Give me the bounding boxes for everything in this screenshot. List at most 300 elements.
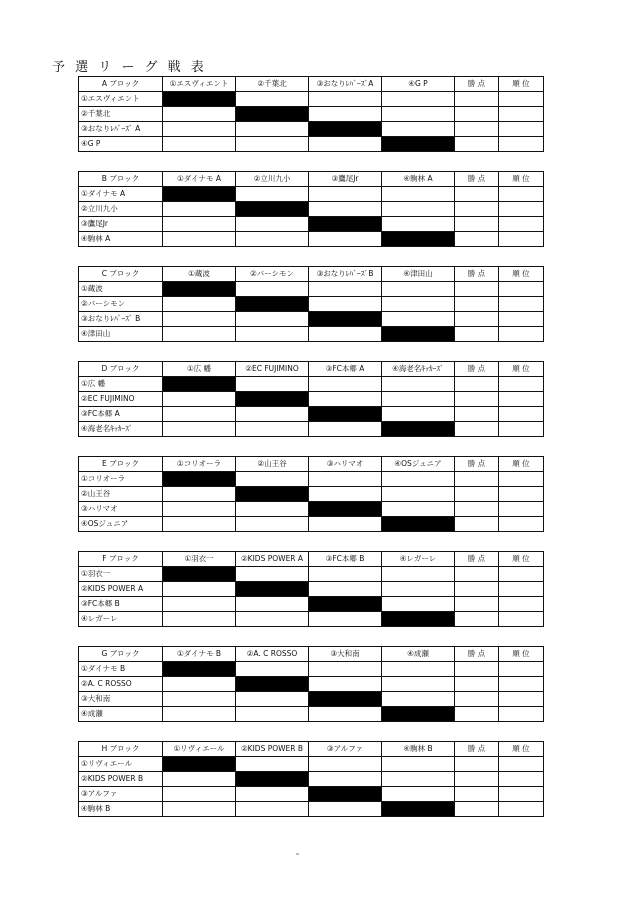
rank-header: 順 位	[499, 267, 544, 282]
result-cell[interactable]	[309, 187, 382, 202]
result-cell[interactable]	[163, 217, 236, 232]
result-cell[interactable]	[309, 582, 382, 597]
table-row	[79, 327, 544, 342]
self-match-cell	[382, 327, 455, 342]
table-row	[79, 612, 544, 627]
league-table-block-a	[78, 76, 544, 152]
result-cell[interactable]	[163, 107, 236, 122]
self-match-cell	[382, 517, 455, 532]
result-cell[interactable]	[309, 802, 382, 817]
row-team-name: ①広 幡	[79, 377, 163, 392]
rank-cell[interactable]	[499, 122, 544, 137]
team-header: ③アルファ	[309, 742, 382, 757]
row-team-name: ③FC本郷 A	[79, 407, 163, 422]
points-cell[interactable]	[455, 122, 499, 137]
rank-cell[interactable]	[499, 707, 544, 722]
header-row	[79, 647, 544, 662]
points-cell[interactable]	[455, 692, 499, 707]
result-cell[interactable]	[309, 107, 382, 122]
result-cell[interactable]	[236, 757, 309, 772]
team-header: ②A. C ROSSO	[236, 647, 309, 662]
rank-cell[interactable]	[499, 282, 544, 297]
result-cell[interactable]	[382, 772, 455, 787]
team-header: ①蔵波	[163, 267, 236, 282]
points-cell[interactable]	[455, 297, 499, 312]
result-cell[interactable]	[236, 407, 309, 422]
row-team-name: ③大和南	[79, 692, 163, 707]
table-row	[79, 122, 544, 137]
self-match-cell	[236, 392, 309, 407]
result-cell[interactable]	[382, 202, 455, 217]
self-match-cell	[236, 487, 309, 502]
result-cell[interactable]	[382, 282, 455, 297]
result-cell[interactable]	[309, 567, 382, 582]
self-match-cell	[309, 122, 382, 137]
team-header: ③大和南	[309, 647, 382, 662]
rank-cell[interactable]	[499, 692, 544, 707]
points-header: 勝 点	[455, 77, 499, 92]
row-team-name: ③アルファ	[79, 787, 163, 802]
team-header: ②KIDS POWER B	[236, 742, 309, 757]
rank-header: 順 位	[499, 457, 544, 472]
result-cell[interactable]	[382, 297, 455, 312]
team-header: ②立川九小	[236, 172, 309, 187]
result-cell[interactable]	[382, 187, 455, 202]
table-row	[79, 487, 544, 502]
row-team-name: ④OSジュニア	[79, 517, 163, 532]
result-cell[interactable]	[163, 202, 236, 217]
header-row	[79, 457, 544, 472]
result-cell[interactable]	[163, 137, 236, 152]
self-match-cell	[382, 707, 455, 722]
rank-cell[interactable]	[499, 217, 544, 232]
self-match-cell	[163, 92, 236, 107]
result-cell[interactable]	[236, 567, 309, 582]
result-cell[interactable]	[382, 487, 455, 502]
result-cell[interactable]	[309, 677, 382, 692]
result-cell[interactable]	[236, 187, 309, 202]
table-row	[79, 662, 544, 677]
points-cell[interactable]	[455, 787, 499, 802]
self-match-cell	[382, 422, 455, 437]
points-header: 勝 点	[455, 267, 499, 282]
team-header: ②EC FUJIMINO	[236, 362, 309, 377]
table-row	[79, 282, 544, 297]
team-header: ①リヴィエール	[163, 742, 236, 757]
block-name: C ブロック	[79, 267, 163, 282]
result-cell[interactable]	[309, 282, 382, 297]
points-cell[interactable]	[455, 472, 499, 487]
result-cell[interactable]	[382, 677, 455, 692]
block-name: D ブロック	[79, 362, 163, 377]
row-team-name: ①羽衣一	[79, 567, 163, 582]
rank-cell[interactable]	[499, 487, 544, 502]
rank-cell[interactable]	[499, 772, 544, 787]
result-cell[interactable]	[309, 422, 382, 437]
table-row	[79, 582, 544, 597]
points-cell[interactable]	[455, 407, 499, 422]
row-team-name: ②KIDS POWER A	[79, 582, 163, 597]
table-row	[79, 707, 544, 722]
points-header: 勝 点	[455, 552, 499, 567]
result-cell[interactable]	[163, 677, 236, 692]
result-cell[interactable]	[382, 662, 455, 677]
scan-speck	[296, 853, 299, 855]
table-row	[79, 757, 544, 772]
points-cell[interactable]	[455, 392, 499, 407]
block-name: E ブロック	[79, 457, 163, 472]
self-match-cell	[163, 377, 236, 392]
rank-cell[interactable]	[499, 472, 544, 487]
points-cell[interactable]	[455, 187, 499, 202]
row-team-name: ①ダイナモ B	[79, 662, 163, 677]
points-header: 勝 点	[455, 457, 499, 472]
team-header: ①羽衣一	[163, 552, 236, 567]
table-row	[79, 787, 544, 802]
points-cell[interactable]	[455, 772, 499, 787]
points-cell[interactable]	[455, 502, 499, 517]
points-cell[interactable]	[455, 377, 499, 392]
table-row	[79, 567, 544, 582]
self-match-cell	[309, 312, 382, 327]
rank-cell[interactable]	[499, 407, 544, 422]
points-cell[interactable]	[455, 582, 499, 597]
table-row	[79, 312, 544, 327]
team-header: ④駒林 A	[382, 172, 455, 187]
result-cell[interactable]	[236, 377, 309, 392]
team-header: ①コリオーラ	[163, 457, 236, 472]
row-team-name: ③鷹尾Jr	[79, 217, 163, 232]
result-cell[interactable]	[236, 612, 309, 627]
result-cell[interactable]	[382, 392, 455, 407]
result-cell[interactable]	[382, 787, 455, 802]
result-cell[interactable]	[309, 327, 382, 342]
table-row	[79, 677, 544, 692]
self-match-cell	[236, 107, 309, 122]
rank-cell[interactable]	[499, 92, 544, 107]
points-cell[interactable]	[455, 312, 499, 327]
points-cell[interactable]	[455, 327, 499, 342]
header-row	[79, 362, 544, 377]
rank-cell[interactable]	[499, 202, 544, 217]
points-cell[interactable]	[455, 92, 499, 107]
rank-header: 順 位	[499, 647, 544, 662]
result-cell[interactable]	[382, 312, 455, 327]
team-header: ①エスヴィエント	[163, 77, 236, 92]
table-row	[79, 187, 544, 202]
rank-cell[interactable]	[499, 392, 544, 407]
page-title: 予 選 リ ー グ 戦 表	[52, 60, 207, 75]
result-cell[interactable]	[309, 392, 382, 407]
result-cell[interactable]	[163, 422, 236, 437]
result-cell[interactable]	[236, 472, 309, 487]
result-cell[interactable]	[163, 802, 236, 817]
team-header: ③FC本郷 B	[309, 552, 382, 567]
points-cell[interactable]	[455, 802, 499, 817]
self-match-cell	[163, 187, 236, 202]
table-row	[79, 502, 544, 517]
rank-cell[interactable]	[499, 107, 544, 122]
self-match-cell	[382, 612, 455, 627]
result-cell[interactable]	[236, 137, 309, 152]
result-cell[interactable]	[236, 692, 309, 707]
result-cell[interactable]	[163, 612, 236, 627]
row-team-name: ④レガーレ	[79, 612, 163, 627]
team-header: ④海老名ｷｯｶｰｽﾞ	[382, 362, 455, 377]
self-match-cell	[309, 692, 382, 707]
result-cell[interactable]	[309, 472, 382, 487]
table-row	[79, 597, 544, 612]
table-row	[79, 802, 544, 817]
points-header: 勝 点	[455, 362, 499, 377]
league-table-block-g	[78, 646, 544, 722]
points-cell[interactable]	[455, 707, 499, 722]
result-cell[interactable]	[309, 517, 382, 532]
result-cell[interactable]	[163, 597, 236, 612]
rank-cell[interactable]	[499, 312, 544, 327]
row-team-name: ②バーシモン	[79, 297, 163, 312]
team-header: ④駒林 B	[382, 742, 455, 757]
result-cell[interactable]	[382, 472, 455, 487]
result-cell[interactable]	[236, 707, 309, 722]
rank-cell[interactable]	[499, 232, 544, 247]
result-cell[interactable]	[236, 787, 309, 802]
row-team-name: ④駒林 B	[79, 802, 163, 817]
result-cell[interactable]	[309, 297, 382, 312]
team-header: ③おなりﾚﾊﾞｰｽﾞB	[309, 267, 382, 282]
points-cell[interactable]	[455, 107, 499, 122]
block-name: H ブロック	[79, 742, 163, 757]
points-header: 勝 点	[455, 647, 499, 662]
points-cell[interactable]	[455, 202, 499, 217]
league-blocks	[78, 76, 543, 836]
rank-cell[interactable]	[499, 137, 544, 152]
league-table-block-d	[78, 361, 544, 437]
result-cell[interactable]	[163, 297, 236, 312]
result-cell[interactable]	[163, 772, 236, 787]
result-cell[interactable]	[382, 502, 455, 517]
points-cell[interactable]	[455, 517, 499, 532]
result-cell[interactable]	[382, 757, 455, 772]
result-cell[interactable]	[382, 567, 455, 582]
result-cell[interactable]	[163, 582, 236, 597]
result-cell[interactable]	[163, 692, 236, 707]
team-header: ①広 幡	[163, 362, 236, 377]
result-cell[interactable]	[236, 312, 309, 327]
row-team-name: ④津田山	[79, 327, 163, 342]
row-team-name: ④駒林 A	[79, 232, 163, 247]
rank-cell[interactable]	[499, 802, 544, 817]
self-match-cell	[236, 582, 309, 597]
row-team-name: ①蔵波	[79, 282, 163, 297]
result-cell[interactable]	[382, 692, 455, 707]
result-cell[interactable]	[163, 327, 236, 342]
points-cell[interactable]	[455, 597, 499, 612]
self-match-cell	[163, 567, 236, 582]
result-cell[interactable]	[163, 787, 236, 802]
rank-cell[interactable]	[499, 612, 544, 627]
result-cell[interactable]	[309, 92, 382, 107]
result-cell[interactable]	[382, 107, 455, 122]
rank-cell[interactable]	[499, 297, 544, 312]
table-row	[79, 92, 544, 107]
result-cell[interactable]	[236, 662, 309, 677]
row-team-name: ②KIDS POWER B	[79, 772, 163, 787]
points-cell[interactable]	[455, 217, 499, 232]
table-row	[79, 107, 544, 122]
row-team-name: ②山王谷	[79, 487, 163, 502]
result-cell[interactable]	[382, 217, 455, 232]
result-cell[interactable]	[163, 487, 236, 502]
rank-header: 順 位	[499, 172, 544, 187]
points-cell[interactable]	[455, 662, 499, 677]
result-cell[interactable]	[309, 137, 382, 152]
result-cell[interactable]	[163, 407, 236, 422]
table-row	[79, 217, 544, 232]
self-match-cell	[163, 757, 236, 772]
result-cell[interactable]	[309, 232, 382, 247]
team-header: ④レガーレ	[382, 552, 455, 567]
rank-cell[interactable]	[499, 582, 544, 597]
result-cell[interactable]	[236, 502, 309, 517]
points-cell[interactable]	[455, 612, 499, 627]
result-cell[interactable]	[309, 757, 382, 772]
result-cell[interactable]	[309, 487, 382, 502]
rank-cell[interactable]	[499, 502, 544, 517]
league-table-block-c	[78, 266, 544, 342]
row-team-name: ③FC本郷 B	[79, 597, 163, 612]
result-cell[interactable]	[382, 582, 455, 597]
rank-cell[interactable]	[499, 757, 544, 772]
result-cell[interactable]	[236, 122, 309, 137]
rank-cell[interactable]	[499, 327, 544, 342]
self-match-cell	[236, 677, 309, 692]
table-row	[79, 472, 544, 487]
result-cell[interactable]	[236, 232, 309, 247]
rank-cell[interactable]	[499, 422, 544, 437]
self-match-cell	[382, 802, 455, 817]
result-cell[interactable]	[236, 92, 309, 107]
row-team-name: ③おなりﾚﾊﾞｰｽﾞ B	[79, 312, 163, 327]
result-cell[interactable]	[382, 597, 455, 612]
row-team-name: ①コリオーラ	[79, 472, 163, 487]
result-cell[interactable]	[236, 282, 309, 297]
points-cell[interactable]	[455, 137, 499, 152]
points-cell[interactable]	[455, 232, 499, 247]
header-row	[79, 77, 544, 92]
result-cell[interactable]	[163, 312, 236, 327]
result-cell[interactable]	[163, 392, 236, 407]
league-table-block-f	[78, 551, 544, 627]
table-row	[79, 232, 544, 247]
team-header: ④成瀬	[382, 647, 455, 662]
points-cell[interactable]	[455, 422, 499, 437]
team-header: ④津田山	[382, 267, 455, 282]
team-header: ②山王谷	[236, 457, 309, 472]
rank-cell[interactable]	[499, 677, 544, 692]
self-match-cell	[309, 597, 382, 612]
result-cell[interactable]	[309, 772, 382, 787]
result-cell[interactable]	[309, 377, 382, 392]
rank-cell[interactable]	[499, 787, 544, 802]
table-row	[79, 377, 544, 392]
points-header: 勝 点	[455, 172, 499, 187]
team-header: ③鷹尾Jr	[309, 172, 382, 187]
result-cell[interactable]	[309, 662, 382, 677]
result-cell[interactable]	[382, 377, 455, 392]
team-header: ②バーシモン	[236, 267, 309, 282]
result-cell[interactable]	[236, 327, 309, 342]
result-cell[interactable]	[163, 502, 236, 517]
result-cell[interactable]	[163, 232, 236, 247]
header-row	[79, 742, 544, 757]
points-cell[interactable]	[455, 757, 499, 772]
team-header: ②千葉北	[236, 77, 309, 92]
self-match-cell	[236, 202, 309, 217]
team-header: ③おなりﾚﾊﾞｰｽﾞA	[309, 77, 382, 92]
result-cell[interactable]	[236, 422, 309, 437]
self-match-cell	[163, 282, 236, 297]
row-team-name: ③おなりﾚﾊﾞｰｽﾞ A	[79, 122, 163, 137]
rank-cell[interactable]	[499, 662, 544, 677]
points-cell[interactable]	[455, 567, 499, 582]
self-match-cell	[163, 472, 236, 487]
result-cell[interactable]	[236, 517, 309, 532]
table-row	[79, 692, 544, 707]
team-header: ①ダイナモ A	[163, 172, 236, 187]
row-team-name: ④G P	[79, 137, 163, 152]
result-cell[interactable]	[309, 707, 382, 722]
row-team-name: ②A. C ROSSO	[79, 677, 163, 692]
points-header: 勝 点	[455, 742, 499, 757]
table-row	[79, 137, 544, 152]
result-cell[interactable]	[236, 597, 309, 612]
self-match-cell	[163, 662, 236, 677]
team-header: ③ハリマオ	[309, 457, 382, 472]
result-cell[interactable]	[163, 707, 236, 722]
result-cell[interactable]	[382, 407, 455, 422]
row-team-name: ③ハリマオ	[79, 502, 163, 517]
result-cell[interactable]	[163, 122, 236, 137]
table-row	[79, 422, 544, 437]
rank-cell[interactable]	[499, 567, 544, 582]
row-team-name: ②千葉北	[79, 107, 163, 122]
row-team-name: ①リヴィエール	[79, 757, 163, 772]
block-name: A ブロック	[79, 77, 163, 92]
result-cell[interactable]	[236, 802, 309, 817]
rank-cell[interactable]	[499, 597, 544, 612]
row-team-name: ①ダイナモ A	[79, 187, 163, 202]
self-match-cell	[309, 407, 382, 422]
table-row	[79, 392, 544, 407]
result-cell[interactable]	[382, 92, 455, 107]
result-cell[interactable]	[163, 517, 236, 532]
points-cell[interactable]	[455, 282, 499, 297]
result-cell[interactable]	[309, 612, 382, 627]
row-team-name: ①エスヴィエント	[79, 92, 163, 107]
team-header: ④G P	[382, 77, 455, 92]
result-cell[interactable]	[382, 122, 455, 137]
rank-cell[interactable]	[499, 187, 544, 202]
rank-cell[interactable]	[499, 517, 544, 532]
points-cell[interactable]	[455, 677, 499, 692]
result-cell[interactable]	[236, 217, 309, 232]
self-match-cell	[382, 232, 455, 247]
result-cell[interactable]	[309, 202, 382, 217]
block-name: G ブロック	[79, 647, 163, 662]
points-cell[interactable]	[455, 487, 499, 502]
rank-cell[interactable]	[499, 377, 544, 392]
